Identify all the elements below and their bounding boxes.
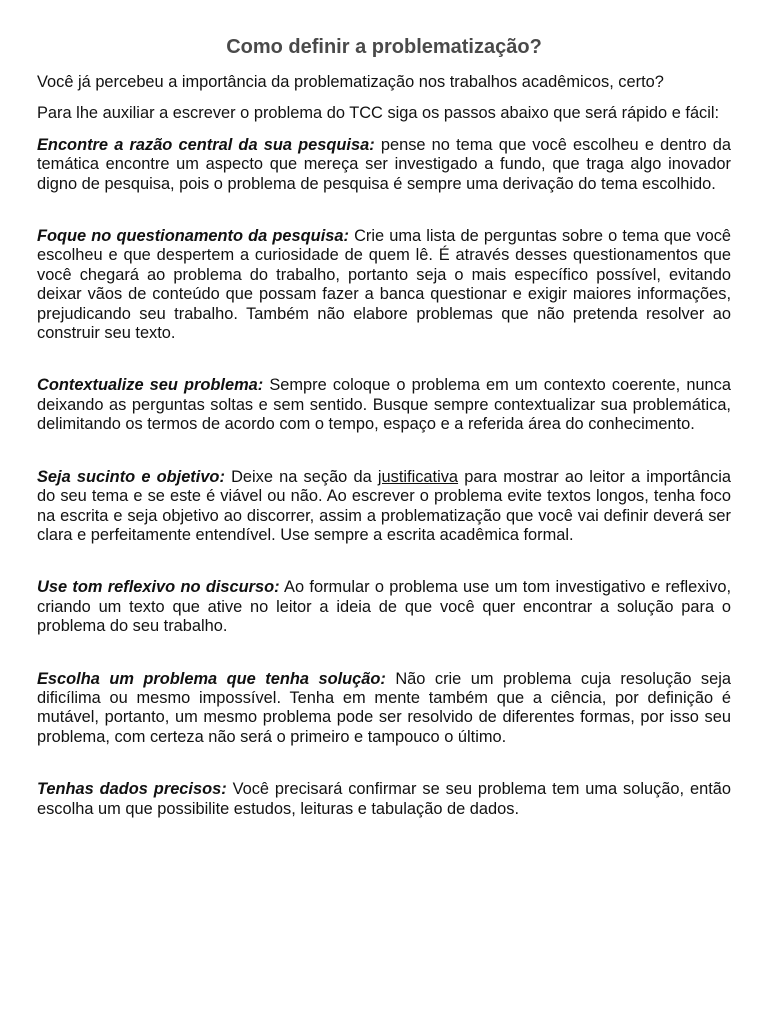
step-text-after-link: para mostrar ao leitor a importância do seu tema e se este é viável ou não. Ao escrever o problema evite textos longos, tenha foco na escrita e seja objetivo ao discorrer, assim a problematização que você vai definir deverá ser clara e perfeitamente entendível. Use sempre a escrita acadêmica formal. — [37, 467, 732, 544]
step-text: Ao formular o problema use um tom investigativo e reflexivo, criando um texto que ative no leitor a ideia de que você quer encontrar a solução para o problema do seu trabalho. — [37, 578, 732, 636]
step-heading: Tenhas dados precisos: — [37, 780, 227, 799]
step-paragraph-sucinto — [37, 468, 731, 546]
page-title: Como definir a problematização? — [226, 36, 542, 58]
step-heading: Encontre a razão central da sua pesquisa: — [37, 135, 375, 154]
step-text: Crie uma lista de perguntas sobre o tema que você escolheu e que despertem a curiosidade de quem lê. É através desses questionamentos que você chegará ao problema do trabalho, portanto seja o mais específico possível, evitando deixar vãos de conteúdo que possam fazer a banca questionar e exigir maiores informações, prejudicando seu trabalho. Também não elabore problemas que não pretenda resolver ao construir seu texto. — [37, 227, 731, 343]
step-paragraph-razao-central — [37, 136, 731, 194]
step-text: pense no tema que você escolheu e dentro da temática encontre um aspecto que mereça ser investigado a fundo, que traga algo inovador digno de pesquisa, pois o problema de pesquisa é sempre uma derivação do tema escolhido. — [37, 135, 731, 193]
step-text: Você precisará confirmar se seu problema tem uma solução, então escolha um que possibilite estudos, leituras e tabulação de dados. — [37, 780, 731, 818]
step-heading: Foque no questionamento da pesquisa: — [37, 227, 349, 246]
step-heading: Seja sucinto e objetivo: — [37, 467, 225, 486]
step-text: Sempre coloque o problema em um contexto coerente, nunca deixando as perguntas soltas e sem sentido. Busque sempre contextualizar sua problemática, delimitando os termos de acordo com o tempo, espaço e a referida área do conhecimento. — [37, 376, 731, 434]
step-paragraph-solucao — [37, 670, 731, 748]
step-paragraph-questionamento — [37, 227, 731, 343]
step-text-before-link: Deixe na seção da — [224, 467, 378, 486]
justificativa-link[interactable]: justificativa — [377, 467, 459, 486]
step-heading: Use tom reflexivo no discurso: — [37, 578, 280, 597]
document-page — [37, 34, 731, 819]
step-text: Não crie um problema cuja resolução seja dificílima ou mesmo impossível. Tenha em mente também que a ciência, por definição é mutável, portanto, um mesmo problema pode ser resolvido de diferentes formas, por isso seu problema, com certeza não será o primeiro e tampouco o último. — [37, 669, 731, 746]
step-heading: Escolha um problema que tenha solução: — [37, 669, 386, 688]
intro-paragraph-2: Para lhe auxiliar a escrever o problema do TCC siga os passos abaixo que será rápido e fácil: — [37, 104, 720, 123]
step-paragraph-dados-precisos — [37, 780, 731, 819]
intro-paragraph-1: Você já percebeu a importância da problematização nos trabalhos acadêmicos, certo? — [37, 73, 664, 91]
step-paragraph-contextualize — [37, 376, 731, 434]
step-paragraph-tom-reflexivo — [37, 578, 731, 636]
step-heading: Contextualize seu problema: — [37, 376, 264, 395]
